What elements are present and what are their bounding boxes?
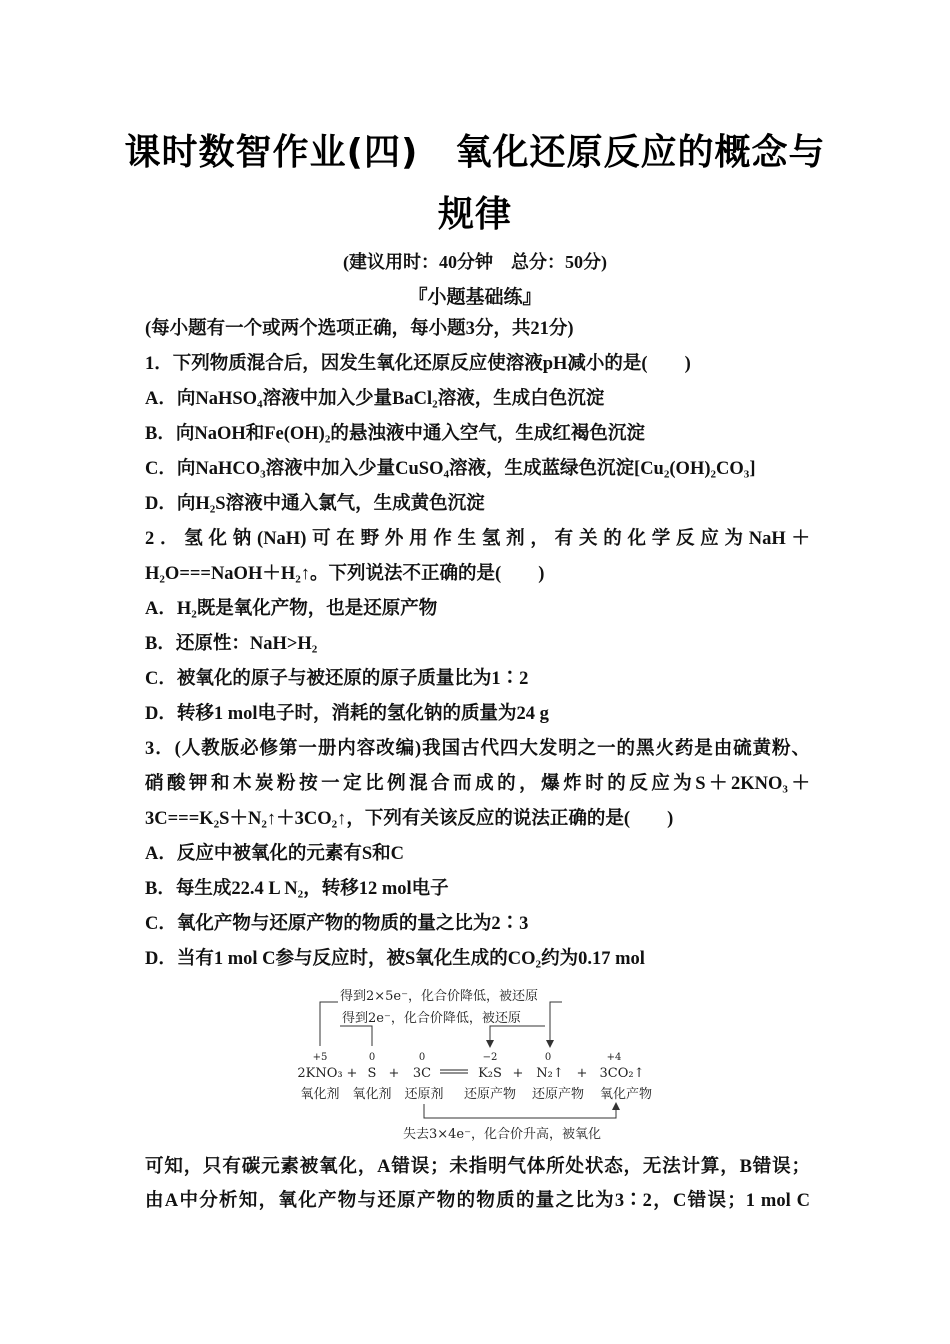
question-3-option-c: C．氧化产物与还原产物的物质的量之比为2∶3	[145, 914, 529, 934]
electron-gain-label-outer: 得到2×5e⁻，化合价降低，被还原	[340, 989, 538, 1004]
valence-label: 0	[368, 1052, 376, 1063]
question-2-option-c: C．被氧化的原子与被还原的原子质量比为1∶2	[145, 669, 529, 689]
role-label: 氧化剂	[352, 1087, 392, 1102]
question-3-stem-continued: 硝酸钾和木炭粉按一定比例混合而成的，爆炸时的反应为S＋2KNO₃＋	[145, 774, 810, 794]
question-3-option-a: A．反应中被氧化的元素有S和C	[145, 844, 405, 864]
role-label: 还原产物	[531, 1087, 585, 1102]
reactant-species: S	[367, 1066, 377, 1081]
product-species: K₂S	[478, 1066, 502, 1081]
electron-gain-label-inner: 得到2e⁻，化合价降低，被还原	[342, 1011, 521, 1026]
question-2-option-b: B．还原性：NaH>H₂	[145, 634, 318, 654]
role-label: 氧化产物	[599, 1087, 653, 1102]
role-label: 还原产物	[463, 1087, 517, 1102]
instructions: (每小题有一个或两个选项正确，每小题3分，共21分)	[145, 319, 574, 339]
valence-label: 0	[544, 1052, 552, 1063]
product-species: N₂↑	[536, 1066, 564, 1081]
question-3-option-d: D．当有1 mol C参与反应时，被S氧化生成的CO₂约为0.17 mol	[145, 949, 645, 969]
question-1-option-c: C．向NaHCO₃溶液中加入少量CuSO₄溶液，生成蓝绿色沉淀[Cu₂(OH)₂CO₃]	[145, 459, 756, 479]
question-2-stem-continued: H₂O===NaOH＋H₂↑。下列说法不正确的是( )	[145, 564, 545, 584]
role-label: 还原剂	[404, 1087, 444, 1102]
valence-label: +4	[606, 1052, 622, 1063]
electron-loss-label: 失去3×4e⁻，化合价升高，被氧化	[403, 1127, 601, 1142]
plus-sign: +	[512, 1066, 524, 1081]
role-label: 氧化剂	[300, 1087, 340, 1102]
product-species: 3CO₂↑	[599, 1066, 645, 1081]
question-1-option-d: D．向H₂S溶液中通入氯气，生成黄色沉淀	[145, 494, 485, 514]
section-heading: 『小题基础练』	[408, 286, 542, 308]
question-1-stem: 1．下列物质混合后，因发生氧化还原反应使溶液pH减小的是( )	[145, 354, 691, 374]
question-1-option-b: B．向NaOH和Fe(OH)₂的悬浊液中通入空气，生成红褐色沉淀	[145, 424, 645, 444]
plus-sign: +	[388, 1066, 400, 1081]
question-3-option-b: B．每生成22.4 L N₂，转移12 mol电子	[145, 879, 449, 899]
plus-sign: +	[346, 1066, 358, 1081]
explanation-line-1: 可知，只有碳元素被氧化，A错误；未指明气体所处状态，无法计算，B错误；	[145, 1157, 810, 1177]
valence-label: 0	[418, 1052, 426, 1063]
question-1-option-a: A．向NaHSO₄溶液中加入少量BaCl₂溶液，生成白色沉淀	[145, 389, 605, 409]
plus-sign: +	[576, 1066, 588, 1081]
explanation-line-2: 由A中分析知，氧化产物与还原产物的物质的量之比为3∶2，C错误；1 mol C	[145, 1191, 810, 1211]
reactant-species: 2KNO₃	[297, 1066, 343, 1081]
valence-label: +5	[312, 1052, 328, 1063]
question-3-stem-continued-2: 3C===K₂S＋N₂↑＋3CO₂↑，下列有关该反应的说法正确的是( )	[145, 809, 674, 829]
time-and-score-note: (建议用时：40分钟 总分：50分)	[343, 252, 607, 272]
question-2-stem: 2．氢化钠(NaH)可在野外用作生氢剂，有关的化学反应为NaH＋	[145, 529, 810, 549]
page-title-continued: 规律	[437, 194, 512, 235]
valence-label: −2	[482, 1052, 498, 1063]
question-3-stem: 3．(人教版必修第一册内容改编)我国古代四大发明之一的黑火药是由硫黄粉、	[145, 739, 810, 759]
question-2-option-d: D．转移1 mol电子时，消耗的氢化钠的质量为24 g	[145, 704, 549, 724]
reactant-species: 3C	[412, 1066, 432, 1081]
question-2-option-a: A．H₂既是氧化产物，也是还原产物	[145, 599, 438, 619]
page-title: 课时数智作业(四) 氧化还原反应的概念与	[124, 132, 826, 173]
